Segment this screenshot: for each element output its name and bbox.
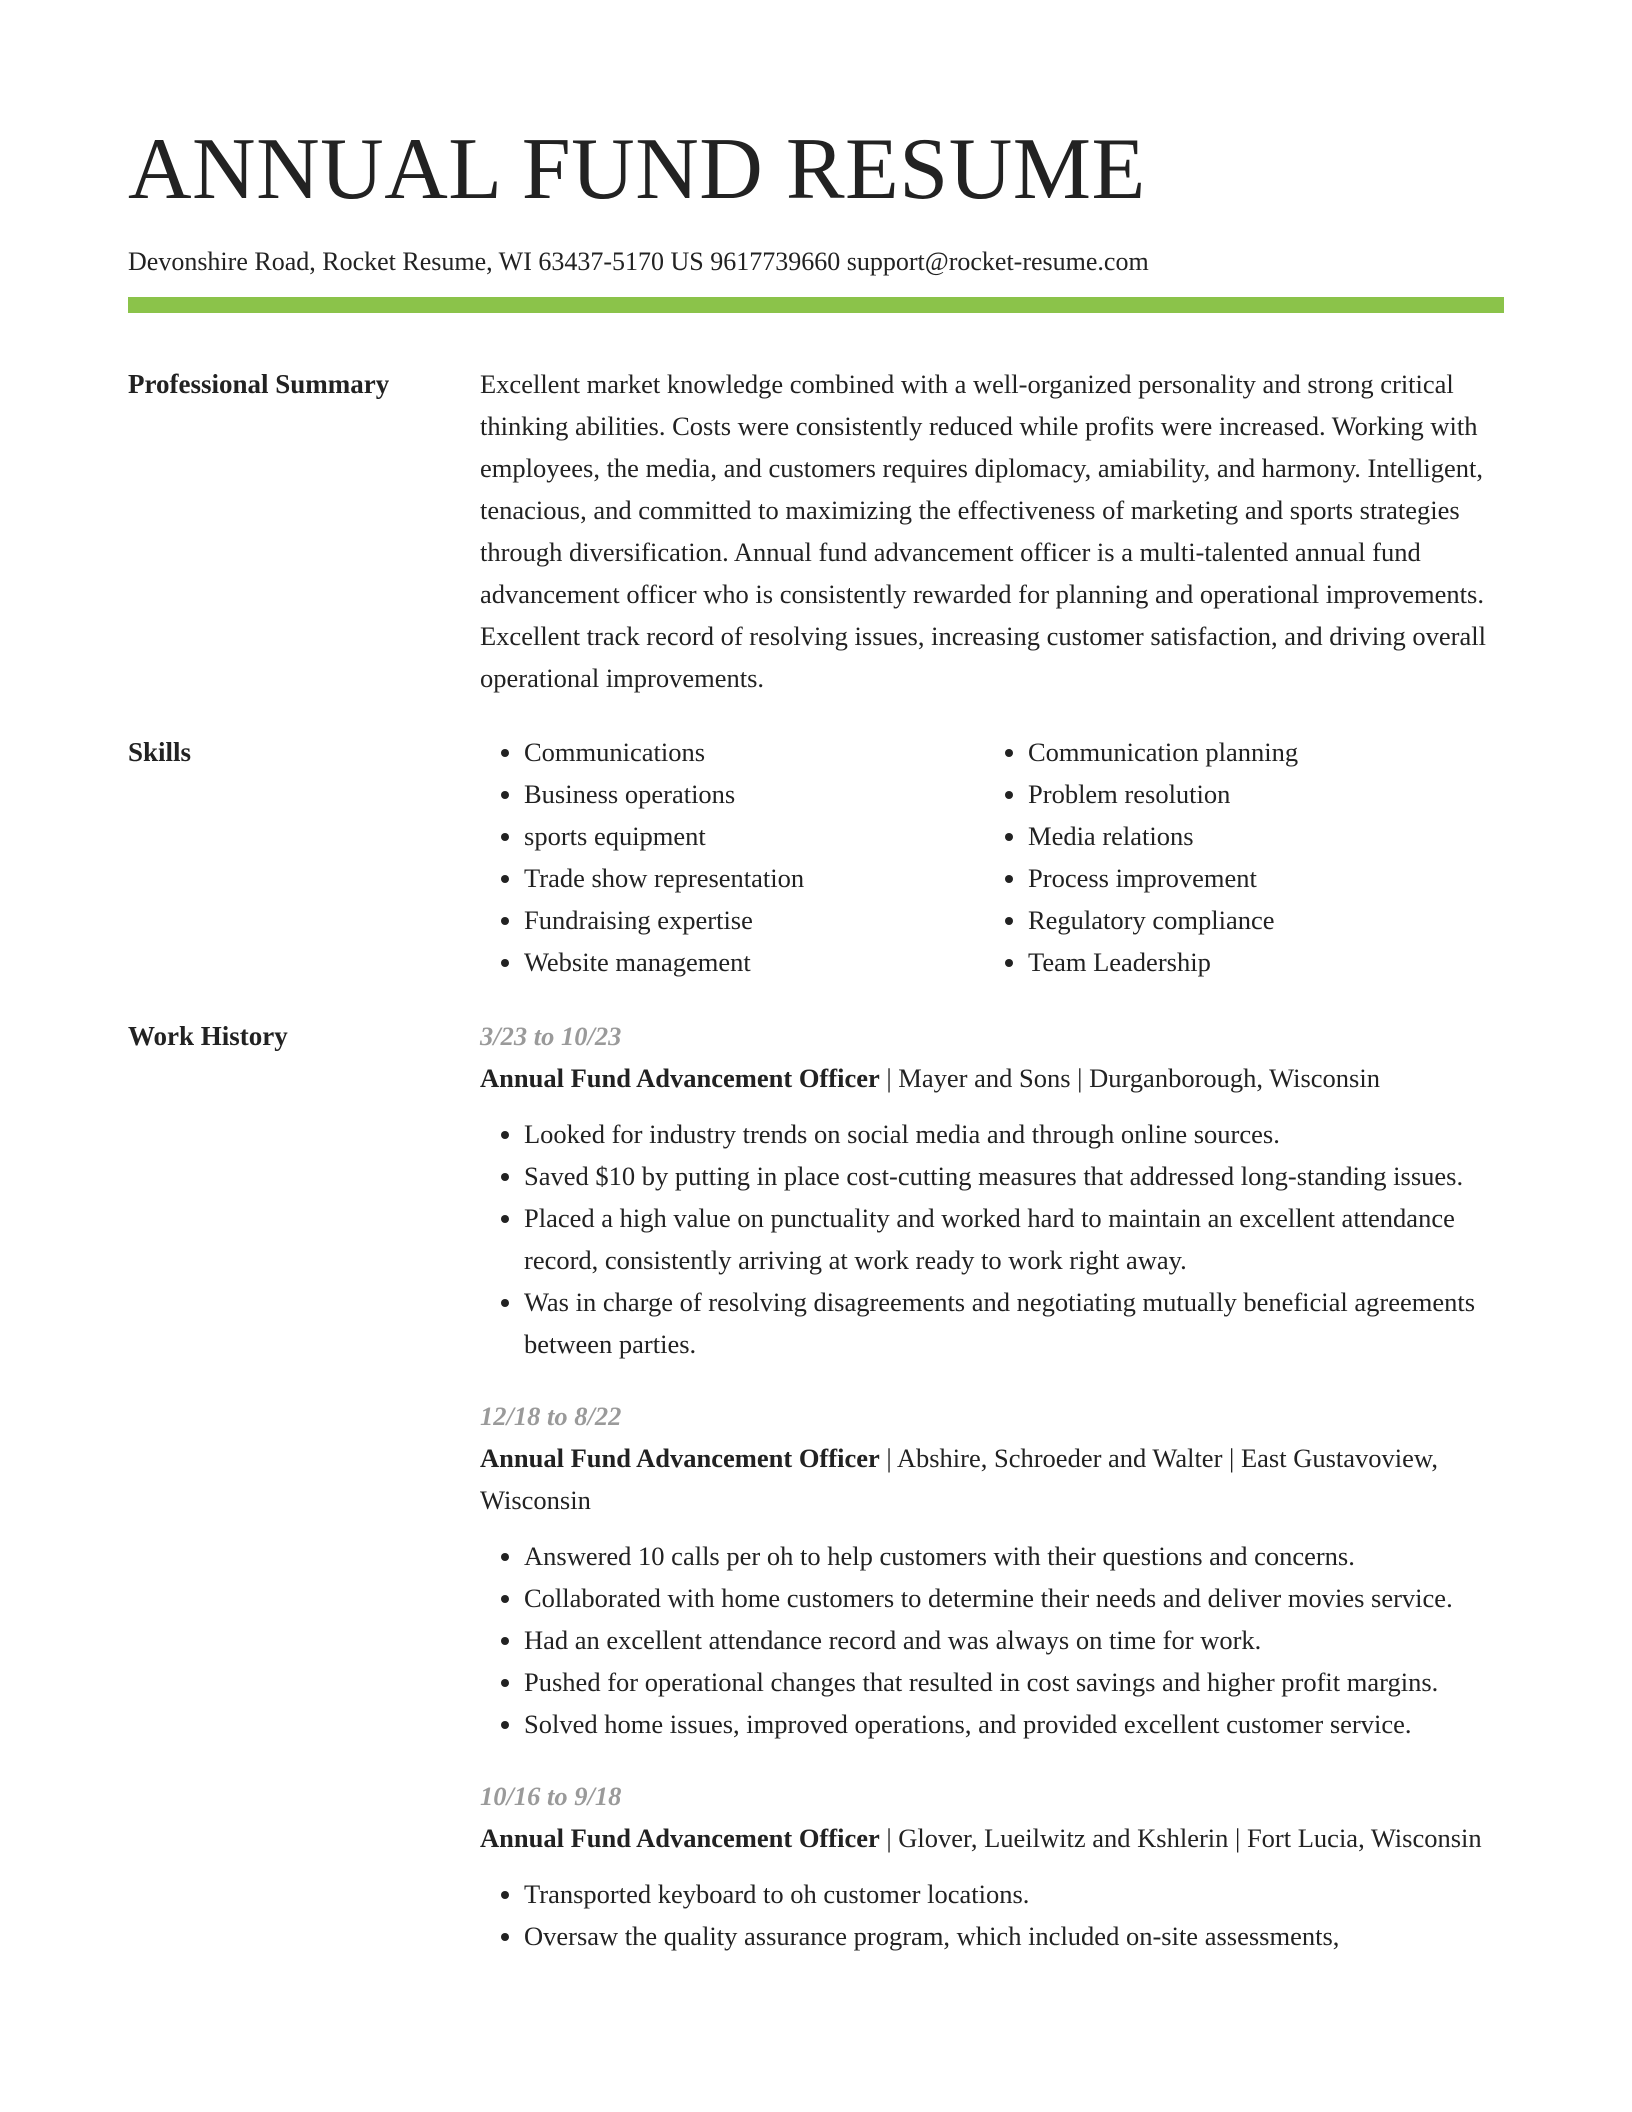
accent-divider (128, 297, 1504, 313)
resume-page (128, 0, 1504, 1987)
job-bullet: • Placed a high value on punctuality and worked hard to maintain an excellent attendance record, consistently arriving at work ready to work right away. (524, 1197, 1504, 1281)
work-history-body (480, 1015, 1504, 1987)
job-bullet: • Saved $10 by putting in place cost-cutting measures that addressed long-standing issues. (524, 1155, 1504, 1197)
job-heading (480, 1437, 1504, 1521)
job-bullet: • Was in charge of resolving disagreements and negotiating mutually beneficial agreements between parties. (524, 1281, 1504, 1365)
skill-item: • Communications (524, 731, 984, 773)
job-bullet: • Oversaw the quality assurance program, which included on-site assessments, (524, 1915, 1504, 1957)
skill-item: • Process improvement (1028, 857, 1488, 899)
skills-section (128, 731, 1504, 983)
skill-item: • Regulatory compliance (1028, 899, 1488, 941)
job-entry (480, 1015, 1504, 1365)
skill-item: • Trade show representation (524, 857, 984, 899)
professional-summary-section (128, 363, 1504, 699)
job-bullet-list (480, 1113, 1504, 1365)
job-title: Annual Fund Advancement Officer (480, 1443, 880, 1473)
job-bullet: • Transported keyboard to oh customer locations. (524, 1873, 1504, 1915)
job-bullet: • Pushed for operational changes that resulted in cost savings and higher profit margins. (524, 1661, 1504, 1703)
job-bullet: • Answered 10 calls per oh to help customers with their questions and concerns. (524, 1535, 1504, 1577)
job-details: | Abshire, Schroeder and Walter | East Gustavoview, Wisconsin (480, 1443, 1438, 1515)
section-label-professional-summary: Professional Summary (128, 369, 390, 399)
skill-item: • Communication planning (1028, 731, 1488, 773)
job-bullet-list (480, 1535, 1504, 1745)
resume-title: ANNUAL FUND RESUME (128, 121, 1146, 218)
skill-item: • Media relations (1028, 815, 1488, 857)
job-title: Annual Fund Advancement Officer (480, 1823, 880, 1853)
job-bullet: • Solved home issues, improved operations, and provided excellent customer service. (524, 1703, 1504, 1745)
skill-item: • Fundraising expertise (524, 899, 984, 941)
work-history-section (128, 1015, 1504, 1987)
skill-item: • sports equipment (524, 815, 984, 857)
skills-grid (480, 731, 1504, 983)
job-bullet-list (480, 1873, 1504, 1957)
skill-item: • Team Leadership (1028, 941, 1488, 983)
job-details: | Glover, Lueilwitz and Kshlerin | Fort Lucia, Wisconsin (879, 1823, 1482, 1853)
job-details: | Mayer and Sons | Durganborough, Wisconsin (879, 1063, 1380, 1093)
skill-item: • Business operations (524, 773, 984, 815)
skills-column-left (480, 731, 984, 983)
contact-line: Devonshire Road, Rocket Resume, WI 63437-5170 US 9617739660 support@rocket-resume.com (128, 247, 1149, 276)
summary-text: Excellent market knowledge combined with a well-organized personality and strong critical thinking abilities. Costs were consistently reduced while profits were increased. Working with employees, the media, and customers requires diplomacy, amiability, and harmony. Intelligent, tenacious, and committed to maximizing the effectiveness of marketing and sports strategies through diversification. Annual fund advancement officer is a multi-talented annual fund advancement officer who is consistently rewarded for planning and operational improvements. Excellent track record of resolving issues, increasing customer satisfaction, and driving overall operational improvements. (480, 369, 1486, 693)
job-title: Annual Fund Advancement Officer (480, 1063, 880, 1093)
skills-column-right (984, 731, 1488, 983)
job-entry (480, 1775, 1504, 1957)
skill-item: • Problem resolution (1028, 773, 1488, 815)
job-date: 3/23 to 10/23 (480, 1021, 622, 1051)
skills-body (480, 731, 1504, 983)
job-entry (480, 1395, 1504, 1745)
section-label-skills: Skills (128, 737, 192, 767)
job-date: 10/16 to 9/18 (480, 1781, 622, 1811)
job-heading (480, 1057, 1504, 1099)
job-heading (480, 1817, 1504, 1859)
section-label-work-history: Work History (128, 1021, 288, 1051)
job-bullet: • Had an excellent attendance record and was always on time for work. (524, 1619, 1504, 1661)
skill-item: • Website management (524, 941, 984, 983)
job-bullet: • Looked for industry trends on social media and through online sources. (524, 1113, 1504, 1155)
job-date: 12/18 to 8/22 (480, 1401, 622, 1431)
summary-body (480, 363, 1504, 699)
job-bullet: • Collaborated with home customers to determine their needs and deliver movies service. (524, 1577, 1504, 1619)
